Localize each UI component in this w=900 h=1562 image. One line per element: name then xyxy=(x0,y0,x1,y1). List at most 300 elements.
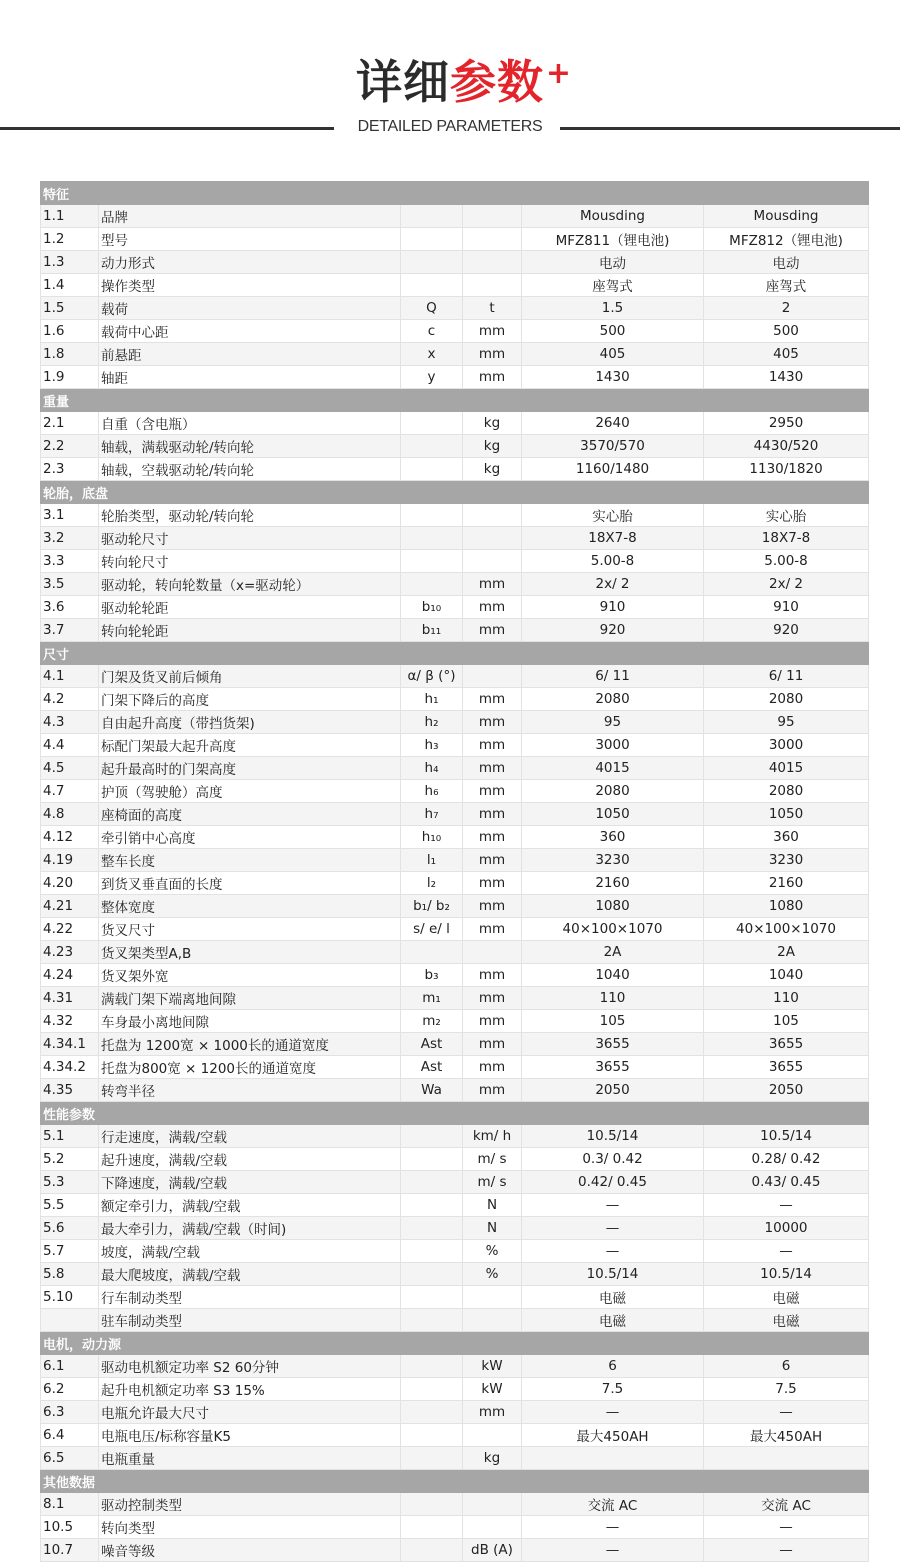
row-symbol: h₄ xyxy=(401,757,463,780)
row-number: 3.7 xyxy=(41,619,99,642)
row-name: 整车长度 xyxy=(99,849,401,872)
row-value-mfz812: 交流 AC xyxy=(704,1493,869,1516)
row-symbol xyxy=(401,205,463,228)
row-value-mfz811: 实心胎 xyxy=(522,504,704,527)
row-name: 电瓶重量 xyxy=(99,1447,401,1470)
row-value-mfz811: 6/ 11 xyxy=(522,665,704,688)
row-value-mfz812: 500 xyxy=(704,320,869,343)
row-symbol xyxy=(401,1401,463,1424)
row-value-mfz811: 最大450AH xyxy=(522,1424,704,1447)
row-value-mfz811: — xyxy=(522,1539,704,1562)
row-name: 起升最高时的门架高度 xyxy=(99,757,401,780)
row-symbol: b₁₁ xyxy=(401,619,463,642)
table-row xyxy=(41,251,869,274)
row-number: 4.4 xyxy=(41,734,99,757)
row-number: 4.12 xyxy=(41,826,99,849)
row-value-mfz811: 2080 xyxy=(522,780,704,803)
row-unit: m/ s xyxy=(463,1171,522,1194)
row-symbol: h₁ xyxy=(401,688,463,711)
row-value-mfz811: 1160/1480 xyxy=(522,458,704,481)
row-symbol xyxy=(401,1125,463,1148)
row-symbol: Q xyxy=(401,297,463,320)
row-symbol xyxy=(401,1539,463,1562)
row-name: 操作类型 xyxy=(99,274,401,297)
row-symbol xyxy=(401,1424,463,1447)
row-value-mfz811: 1040 xyxy=(522,964,704,987)
row-symbol xyxy=(401,1493,463,1516)
section-header xyxy=(41,389,869,412)
table-row xyxy=(41,1033,869,1056)
row-number: 5.6 xyxy=(41,1217,99,1240)
row-value-mfz811: 2080 xyxy=(522,688,704,711)
row-number: 3.2 xyxy=(41,527,99,550)
row-unit: mm xyxy=(463,366,522,389)
row-name: 驱动轮尺寸 xyxy=(99,527,401,550)
row-number: 4.8 xyxy=(41,803,99,826)
row-value-mfz811: 2160 xyxy=(522,872,704,895)
row-unit: km/ h xyxy=(463,1125,522,1148)
row-number: 1.9 xyxy=(41,366,99,389)
row-value-mfz812: 6 xyxy=(704,1355,869,1378)
row-unit xyxy=(463,1516,522,1539)
row-name: 托盘为800宽 × 1200长的通道宽度 xyxy=(99,1056,401,1079)
row-value-mfz811: 1.5 xyxy=(522,297,704,320)
row-value-mfz812: 7.5 xyxy=(704,1378,869,1401)
table-row xyxy=(41,665,869,688)
row-number: 4.32 xyxy=(41,1010,99,1033)
row-value-mfz812: Mousding xyxy=(704,205,869,228)
row-symbol: m₂ xyxy=(401,1010,463,1033)
table-row xyxy=(41,619,869,642)
row-unit xyxy=(463,1286,522,1309)
row-name: 转向轮轮距 xyxy=(99,619,401,642)
row-unit: mm xyxy=(463,688,522,711)
row-number: 5.8 xyxy=(41,1263,99,1286)
table-row xyxy=(41,895,869,918)
row-value-mfz811: 1050 xyxy=(522,803,704,826)
table-row xyxy=(41,343,869,366)
row-value-mfz812: 10.5/14 xyxy=(704,1125,869,1148)
row-number: 4.1 xyxy=(41,665,99,688)
row-value-mfz812: 3000 xyxy=(704,734,869,757)
row-symbol xyxy=(401,527,463,550)
spec-table xyxy=(40,181,869,1562)
table-row xyxy=(41,1217,869,1240)
section-title: 性能参数 xyxy=(41,1102,869,1125)
table-row xyxy=(41,320,869,343)
row-number: 3.6 xyxy=(41,596,99,619)
row-number: 1.2 xyxy=(41,228,99,251)
row-value-mfz811: 电动 xyxy=(522,251,704,274)
row-number: 1.1 xyxy=(41,205,99,228)
row-name: 轴载，满载驱动轮/转向轮 xyxy=(99,435,401,458)
row-symbol: s/ e/ l xyxy=(401,918,463,941)
row-symbol: l₂ xyxy=(401,872,463,895)
row-symbol: b₁₀ xyxy=(401,596,463,619)
row-name: 最大爬坡度，满载/空载 xyxy=(99,1263,401,1286)
table-row xyxy=(41,435,869,458)
row-number: 4.21 xyxy=(41,895,99,918)
row-value-mfz812: 1080 xyxy=(704,895,869,918)
row-value-mfz812: 10.5/14 xyxy=(704,1263,869,1286)
row-name: 货叉尺寸 xyxy=(99,918,401,941)
row-unit: mm xyxy=(463,1033,522,1056)
row-value-mfz811: 110 xyxy=(522,987,704,1010)
row-unit: kg xyxy=(463,1447,522,1470)
row-number: 5.7 xyxy=(41,1240,99,1263)
row-symbol xyxy=(401,458,463,481)
row-unit: mm xyxy=(463,734,522,757)
row-symbol xyxy=(401,1516,463,1539)
row-value-mfz812: 2950 xyxy=(704,412,869,435)
row-unit: mm xyxy=(463,596,522,619)
table-row xyxy=(41,1378,869,1401)
row-value-mfz811: — xyxy=(522,1240,704,1263)
table-row xyxy=(41,1516,869,1539)
row-symbol: Wa xyxy=(401,1079,463,1102)
section-title: 特征 xyxy=(41,182,869,205)
row-unit: mm xyxy=(463,711,522,734)
row-symbol xyxy=(401,274,463,297)
row-value-mfz811: — xyxy=(522,1194,704,1217)
table-row xyxy=(41,688,869,711)
section-header xyxy=(41,182,869,205)
row-number: 6.5 xyxy=(41,1447,99,1470)
row-name: 下降速度，满载/空载 xyxy=(99,1171,401,1194)
row-unit: kW xyxy=(463,1355,522,1378)
row-name: 牵引销中心高度 xyxy=(99,826,401,849)
title-red-part: 参数 xyxy=(450,55,544,109)
row-value-mfz811: 360 xyxy=(522,826,704,849)
row-number: 1.4 xyxy=(41,274,99,297)
row-number: 6.4 xyxy=(41,1424,99,1447)
row-symbol: m₁ xyxy=(401,987,463,1010)
section-header xyxy=(41,1470,869,1493)
row-value-mfz812 xyxy=(704,1447,869,1470)
row-value-mfz812: 0.28/ 0.42 xyxy=(704,1148,869,1171)
row-symbol xyxy=(401,228,463,251)
row-value-mfz812: 电磁 xyxy=(704,1286,869,1309)
table-row xyxy=(41,849,869,872)
row-unit: t xyxy=(463,297,522,320)
row-symbol xyxy=(401,1240,463,1263)
row-name: 驱动电机额定功率 S2 60分钟 xyxy=(99,1355,401,1378)
row-value-mfz812: 5.00-8 xyxy=(704,550,869,573)
row-symbol xyxy=(401,1447,463,1470)
row-name: 门架下降后的高度 xyxy=(99,688,401,711)
row-symbol xyxy=(401,1263,463,1286)
table-row xyxy=(41,1286,869,1309)
table-row xyxy=(41,780,869,803)
row-symbol: h₂ xyxy=(401,711,463,734)
row-number: 5.5 xyxy=(41,1194,99,1217)
row-name: 载荷中心距 xyxy=(99,320,401,343)
row-symbol xyxy=(401,504,463,527)
row-value-mfz812: 3655 xyxy=(704,1033,869,1056)
row-number: 1.8 xyxy=(41,343,99,366)
row-symbol xyxy=(401,1378,463,1401)
row-value-mfz812: 360 xyxy=(704,826,869,849)
section-title: 其他数据 xyxy=(41,1470,869,1493)
row-unit: mm xyxy=(463,964,522,987)
row-value-mfz811: 10.5/14 xyxy=(522,1263,704,1286)
table-row xyxy=(41,1539,869,1562)
row-number: 5.10 xyxy=(41,1286,99,1309)
row-value-mfz812: — xyxy=(704,1240,869,1263)
table-row xyxy=(41,1263,869,1286)
row-number: 4.31 xyxy=(41,987,99,1010)
table-row xyxy=(41,1056,869,1079)
row-value-mfz812: 6/ 11 xyxy=(704,665,869,688)
row-symbol: Ast xyxy=(401,1033,463,1056)
row-unit xyxy=(463,251,522,274)
row-number: 1.6 xyxy=(41,320,99,343)
row-value-mfz811: 0.3/ 0.42 xyxy=(522,1148,704,1171)
row-value-mfz811: 3655 xyxy=(522,1056,704,1079)
row-value-mfz812: 2160 xyxy=(704,872,869,895)
row-unit: N xyxy=(463,1217,522,1240)
row-unit: mm xyxy=(463,803,522,826)
row-symbol: b₃ xyxy=(401,964,463,987)
table-row xyxy=(41,1240,869,1263)
row-symbol xyxy=(401,1286,463,1309)
row-number: 4.7 xyxy=(41,780,99,803)
row-symbol xyxy=(401,1148,463,1171)
row-name: 整体宽度 xyxy=(99,895,401,918)
row-value-mfz812: 40×100×1070 xyxy=(704,918,869,941)
table-row xyxy=(41,550,869,573)
row-unit: mm xyxy=(463,849,522,872)
row-unit: mm xyxy=(463,320,522,343)
row-unit: mm xyxy=(463,872,522,895)
row-name: 行车制动类型 xyxy=(99,1286,401,1309)
row-unit: mm xyxy=(463,757,522,780)
row-unit: mm xyxy=(463,573,522,596)
row-name: 货叉架外宽 xyxy=(99,964,401,987)
row-unit: mm xyxy=(463,1010,522,1033)
row-unit xyxy=(463,205,522,228)
row-name: 护顶（驾驶舱）高度 xyxy=(99,780,401,803)
row-name: 噪音等级 xyxy=(99,1539,401,1562)
table-row xyxy=(41,711,869,734)
row-number: 10.7 xyxy=(41,1539,99,1562)
row-unit: N xyxy=(463,1194,522,1217)
row-symbol: x xyxy=(401,343,463,366)
row-value-mfz811: 2x/ 2 xyxy=(522,573,704,596)
row-symbol: h₁₀ xyxy=(401,826,463,849)
row-value-mfz811: — xyxy=(522,1516,704,1539)
row-number: 3.5 xyxy=(41,573,99,596)
row-symbol: Ast xyxy=(401,1056,463,1079)
table-row xyxy=(41,1401,869,1424)
row-unit: kg xyxy=(463,412,522,435)
row-value-mfz811: 交流 AC xyxy=(522,1493,704,1516)
row-number: 2.3 xyxy=(41,458,99,481)
row-unit: mm xyxy=(463,918,522,941)
row-name: 电瓶电压/标称容量K5 xyxy=(99,1424,401,1447)
row-value-mfz812: — xyxy=(704,1194,869,1217)
row-unit: kg xyxy=(463,458,522,481)
row-value-mfz812: 座驾式 xyxy=(704,274,869,297)
row-symbol xyxy=(401,412,463,435)
section-title: 轮胎，底盘 xyxy=(41,481,869,504)
table-row xyxy=(41,987,869,1010)
row-number: 6.3 xyxy=(41,1401,99,1424)
row-symbol: l₁ xyxy=(401,849,463,872)
row-symbol xyxy=(401,1217,463,1240)
row-name: 自重（含电瓶） xyxy=(99,412,401,435)
row-name: 轴载，空载驱动轮/转向轮 xyxy=(99,458,401,481)
row-name: 行走速度，满载/空载 xyxy=(99,1125,401,1148)
row-name: 转向类型 xyxy=(99,1516,401,1539)
row-value-mfz811: 电磁 xyxy=(522,1286,704,1309)
row-symbol xyxy=(401,251,463,274)
row-value-mfz812: 实心胎 xyxy=(704,504,869,527)
row-value-mfz811: 3230 xyxy=(522,849,704,872)
row-value-mfz811: 105 xyxy=(522,1010,704,1033)
row-number xyxy=(41,1309,99,1332)
spec-table-body xyxy=(41,182,869,1562)
row-name: 动力形式 xyxy=(99,251,401,274)
row-value-mfz811: 405 xyxy=(522,343,704,366)
table-row xyxy=(41,1424,869,1447)
row-value-mfz811: 5.00-8 xyxy=(522,550,704,573)
row-value-mfz811: 1430 xyxy=(522,366,704,389)
row-value-mfz812: 2A xyxy=(704,941,869,964)
row-value-mfz811: — xyxy=(522,1401,704,1424)
row-value-mfz812: 105 xyxy=(704,1010,869,1033)
row-name: 前悬距 xyxy=(99,343,401,366)
row-unit: mm xyxy=(463,1056,522,1079)
table-row xyxy=(41,1493,869,1516)
row-name: 货叉架类型A,B xyxy=(99,941,401,964)
row-number: 6.2 xyxy=(41,1378,99,1401)
row-unit xyxy=(463,1424,522,1447)
row-name: 轮胎类型，驱动轮/转向轮 xyxy=(99,504,401,527)
row-name: 额定牵引力，满载/空载 xyxy=(99,1194,401,1217)
row-value-mfz812: — xyxy=(704,1516,869,1539)
row-number: 1.3 xyxy=(41,251,99,274)
row-name: 型号 xyxy=(99,228,401,251)
row-value-mfz811: 10.5/14 xyxy=(522,1125,704,1148)
row-number: 4.34.1 xyxy=(41,1033,99,1056)
row-value-mfz812: 95 xyxy=(704,711,869,734)
row-symbol xyxy=(401,1194,463,1217)
row-unit xyxy=(463,1309,522,1332)
table-row xyxy=(41,1194,869,1217)
section-header xyxy=(41,1102,869,1125)
table-row xyxy=(41,826,869,849)
table-row xyxy=(41,734,869,757)
row-number: 5.2 xyxy=(41,1148,99,1171)
section-title: 电机，动力源 xyxy=(41,1332,869,1355)
table-row xyxy=(41,228,869,251)
section-title: 尺寸 xyxy=(41,642,869,665)
row-value-mfz812: 10000 xyxy=(704,1217,869,1240)
row-number: 2.2 xyxy=(41,435,99,458)
row-value-mfz811: 2A xyxy=(522,941,704,964)
row-number: 4.5 xyxy=(41,757,99,780)
table-row xyxy=(41,803,869,826)
row-unit: kW xyxy=(463,1378,522,1401)
row-unit xyxy=(463,504,522,527)
divider-right xyxy=(560,127,900,130)
row-value-mfz811: 0.42/ 0.45 xyxy=(522,1171,704,1194)
row-value-mfz812: — xyxy=(704,1401,869,1424)
table-row xyxy=(41,941,869,964)
row-symbol xyxy=(401,941,463,964)
row-number: 4.23 xyxy=(41,941,99,964)
row-value-mfz811: 18X7-8 xyxy=(522,527,704,550)
table-row xyxy=(41,1148,869,1171)
page-title xyxy=(0,50,900,114)
row-value-mfz811: 95 xyxy=(522,711,704,734)
row-name: 坡度，满载/空载 xyxy=(99,1240,401,1263)
table-row xyxy=(41,366,869,389)
row-name: 转弯半径 xyxy=(99,1079,401,1102)
row-name: 转向轮尺寸 xyxy=(99,550,401,573)
row-value-mfz812: 910 xyxy=(704,596,869,619)
title-dark-part: 详细 xyxy=(356,55,450,109)
row-value-mfz812: 2080 xyxy=(704,688,869,711)
row-name: 起升电机额定功率 S3 15% xyxy=(99,1378,401,1401)
row-value-mfz812: 电动 xyxy=(704,251,869,274)
row-name: 到货叉垂直面的长度 xyxy=(99,872,401,895)
row-unit: mm xyxy=(463,826,522,849)
row-value-mfz812: 1130/1820 xyxy=(704,458,869,481)
row-number: 4.3 xyxy=(41,711,99,734)
table-row xyxy=(41,964,869,987)
row-name: 驱动轮轮距 xyxy=(99,596,401,619)
table-row xyxy=(41,1355,869,1378)
row-value-mfz811: 4015 xyxy=(522,757,704,780)
row-value-mfz812: — xyxy=(704,1539,869,1562)
row-unit: mm xyxy=(463,895,522,918)
table-row xyxy=(41,1125,869,1148)
row-symbol xyxy=(401,1171,463,1194)
table-row xyxy=(41,504,869,527)
row-number: 10.5 xyxy=(41,1516,99,1539)
row-value-mfz811 xyxy=(522,1447,704,1470)
row-value-mfz811: 3000 xyxy=(522,734,704,757)
row-value-mfz811: 电磁 xyxy=(522,1309,704,1332)
table-row xyxy=(41,412,869,435)
row-name: 门架及货叉前后倾角 xyxy=(99,665,401,688)
row-unit xyxy=(463,550,522,573)
row-value-mfz812: 3655 xyxy=(704,1056,869,1079)
table-row xyxy=(41,1309,869,1332)
row-value-mfz812: 405 xyxy=(704,343,869,366)
row-value-mfz811: 7.5 xyxy=(522,1378,704,1401)
row-name: 电瓶允许最大尺寸 xyxy=(99,1401,401,1424)
section-header xyxy=(41,642,869,665)
table-row xyxy=(41,596,869,619)
row-name: 车身最小离地间隙 xyxy=(99,1010,401,1033)
section-title: 重量 xyxy=(41,389,869,412)
row-value-mfz812: MFZ812（锂电池) xyxy=(704,228,869,251)
row-unit: mm xyxy=(463,987,522,1010)
row-symbol xyxy=(401,573,463,596)
row-number: 2.1 xyxy=(41,412,99,435)
row-number: 5.3 xyxy=(41,1171,99,1194)
row-unit xyxy=(463,527,522,550)
row-unit: mm xyxy=(463,343,522,366)
row-value-mfz812: 最大450AH xyxy=(704,1424,869,1447)
row-number: 4.34.2 xyxy=(41,1056,99,1079)
row-value-mfz812: 2050 xyxy=(704,1079,869,1102)
row-name: 满载门架下端离地间隙 xyxy=(99,987,401,1010)
row-unit xyxy=(463,228,522,251)
